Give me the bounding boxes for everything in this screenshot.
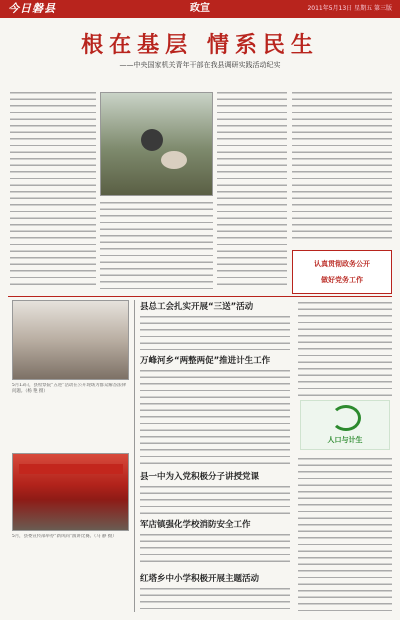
lead-body-col1: [10, 90, 96, 290]
story-headline-3: 县一中为入党积极分子讲授党课: [140, 472, 260, 482]
right-column-body: [298, 300, 392, 396]
logo-mark-icon: [331, 405, 361, 431]
logo-text: 人口与计生: [327, 436, 363, 444]
lead-body-col2: [100, 200, 213, 290]
story-body-4: [140, 532, 290, 566]
story-headline-1: 县总工会扎实开展“三送”活动: [140, 302, 254, 312]
story-body-5: [140, 586, 290, 614]
story-headline-5: 红塔乡中小学积极开展主题活动: [140, 574, 260, 584]
lead-subhead: ——中央国家机关青年干部在我县调研实践活动纪实: [119, 61, 281, 69]
photo-banner: [19, 464, 123, 474]
lead-body-col4: [292, 90, 392, 244]
paper-logo: 今日磐县: [8, 2, 56, 15]
section-title: 政宣: [190, 3, 210, 14]
story-headline-4: 军店镇强化学校消防安全工作: [140, 520, 251, 530]
lead-photo: [100, 92, 213, 196]
population-planning-logo: [300, 400, 390, 450]
story-body-2: [140, 368, 290, 464]
lead-body-col3: [217, 90, 287, 290]
promo-line-2: 做好党务工作: [321, 276, 363, 284]
dateline: 2011年5月13日 星期五 第三版: [307, 5, 392, 12]
column-divider: [134, 300, 135, 612]
story-body-3: [140, 484, 290, 514]
story-body-1: [140, 314, 290, 350]
right-column-body-2: [298, 456, 392, 612]
promo-line-1: 认真贯彻政务公开: [314, 260, 370, 268]
caption-photo2: 5月13日，县检察院“五进”活动在公开现场为群众解答法律问题。（杨 艳 摄）: [12, 383, 126, 395]
lead-headline: 根在基层 情系民生: [81, 32, 319, 58]
caption-photo3: 5月，县委宣传部举办“新风尚”演讲比赛。（马 静 摄）: [12, 534, 117, 539]
promo-box: [292, 250, 392, 294]
divider: [8, 296, 392, 297]
story-headline-2: 万峰河乡“两整两促”推进计生工作: [140, 356, 271, 366]
photo-speech-contest: [12, 453, 129, 531]
photo-procuratorate: [12, 300, 129, 380]
